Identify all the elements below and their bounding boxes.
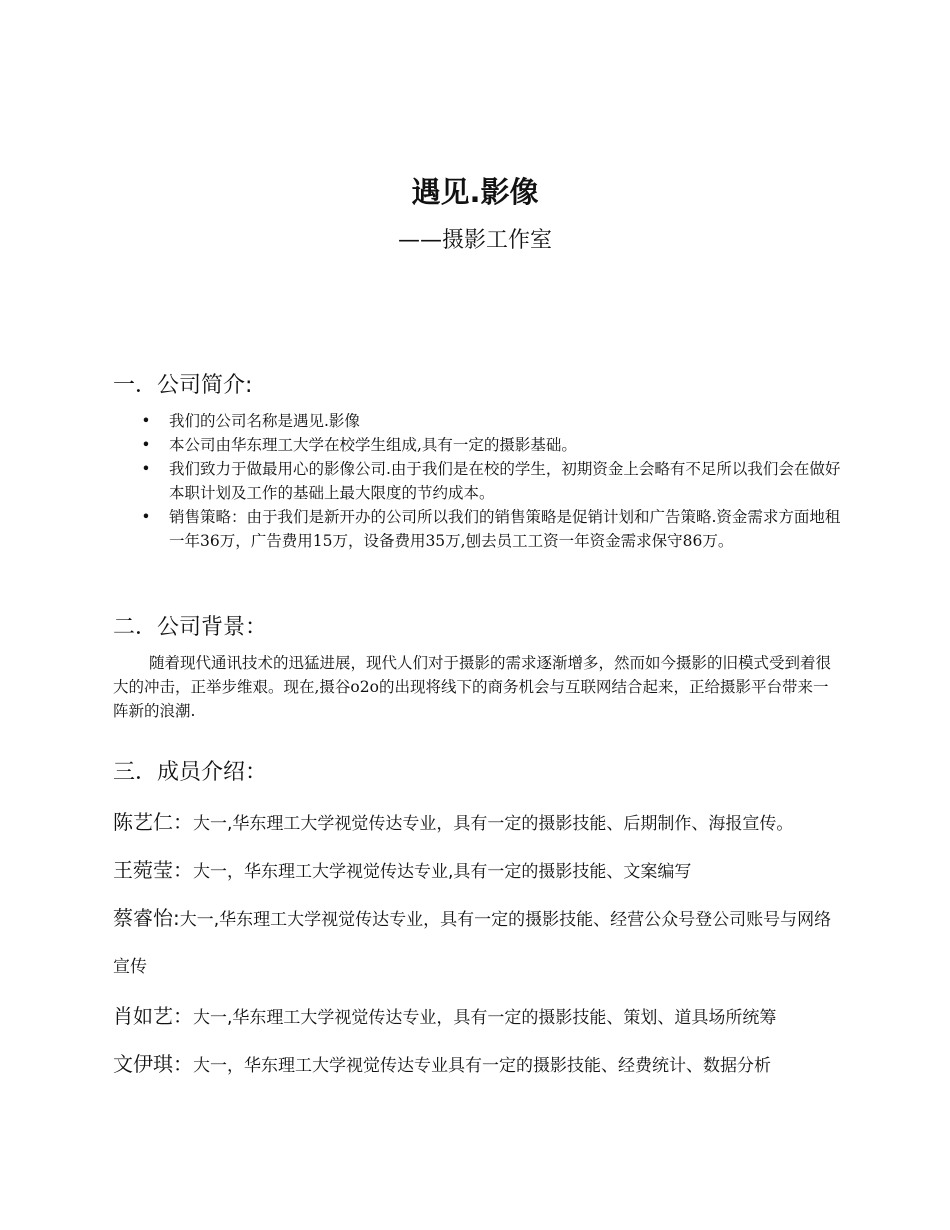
member-description: 大一，华东理工大学视觉传达专业具有一定的摄影技能、经费统计、数据分析 (193, 1056, 771, 1076)
member-entry (113, 810, 873, 836)
intro-bullet-list (140, 409, 850, 553)
member-description: 大一,华东理工大学视觉传达专业，具有一定的摄影技能、策划、道具场所统筹 (193, 1008, 777, 1028)
section-heading-background: 二．公司背景： (113, 615, 268, 640)
member-name: 陈艺仁： (113, 810, 193, 834)
member-entry (113, 858, 873, 884)
list-item (140, 505, 850, 553)
member-entry (113, 895, 848, 991)
list-item-text: 我们的公司名称是遇见.影像 (169, 412, 360, 430)
member-name: 蔡睿怡: (113, 906, 180, 930)
member-name: 文伊琪： (113, 1052, 193, 1076)
document-title: 遇见.影像 (411, 175, 539, 209)
list-item-text: 销售策略：由于我们是新开办的公司所以我们的销售策略是促销计划和广告策略.资金需求方面地租一年36万，广告费用15万，设备费用35万,刨去员工工资一年资金需求保守86万。 (169, 508, 841, 550)
background-paragraph: 随着现代通讯技术的迅猛进展，现代人们对于摄影的需求逐渐增多，然而如今摄影的旧模式受到着很大的冲击，正举步维艰。现在,摄谷o2o的出现将线下的商务机会与互联网结合起来，正给摄影平台带来一阵新的浪潮. (113, 654, 832, 720)
bullet-icon: • (141, 508, 151, 526)
member-description: 大一，华东理工大学视觉传达专业,具有一定的摄影技能、文案编写 (193, 862, 692, 882)
list-item (140, 409, 850, 433)
member-name: 王菀莹： (113, 858, 193, 882)
member-description: 大一,华东理工大学视觉传达专业，具有一定的摄影技能、后期制作、海报宣传。 (193, 814, 794, 834)
member-name: 肖如艺： (113, 1004, 193, 1028)
section-heading-members: 三．成员介绍： (113, 760, 268, 785)
bullet-icon: • (141, 436, 151, 454)
bullet-icon: • (141, 412, 151, 430)
member-entry (113, 1004, 873, 1030)
list-item (140, 433, 850, 457)
list-item-text: 我们致力于做最用心的影像公司.由于我们是在校的学生，初期资金上会略有不足所以我们会在做好本职计划及工作的基础上最大限度的节约成本。 (169, 460, 841, 502)
member-entry (113, 1052, 873, 1078)
document-subtitle: ——摄影工作室 (397, 228, 552, 253)
section-heading-intro: 一．公司简介: (113, 373, 253, 398)
member-description: 大一,华东理工大学视觉传达专业，具有一定的摄影技能、经营公众号登公司账号与网络宣传 (113, 910, 832, 977)
bullet-icon: • (141, 460, 151, 478)
list-item (140, 457, 850, 505)
list-item-text: 本公司由华东理工大学在校学生组成,具有一定的摄影基础。 (169, 436, 577, 454)
